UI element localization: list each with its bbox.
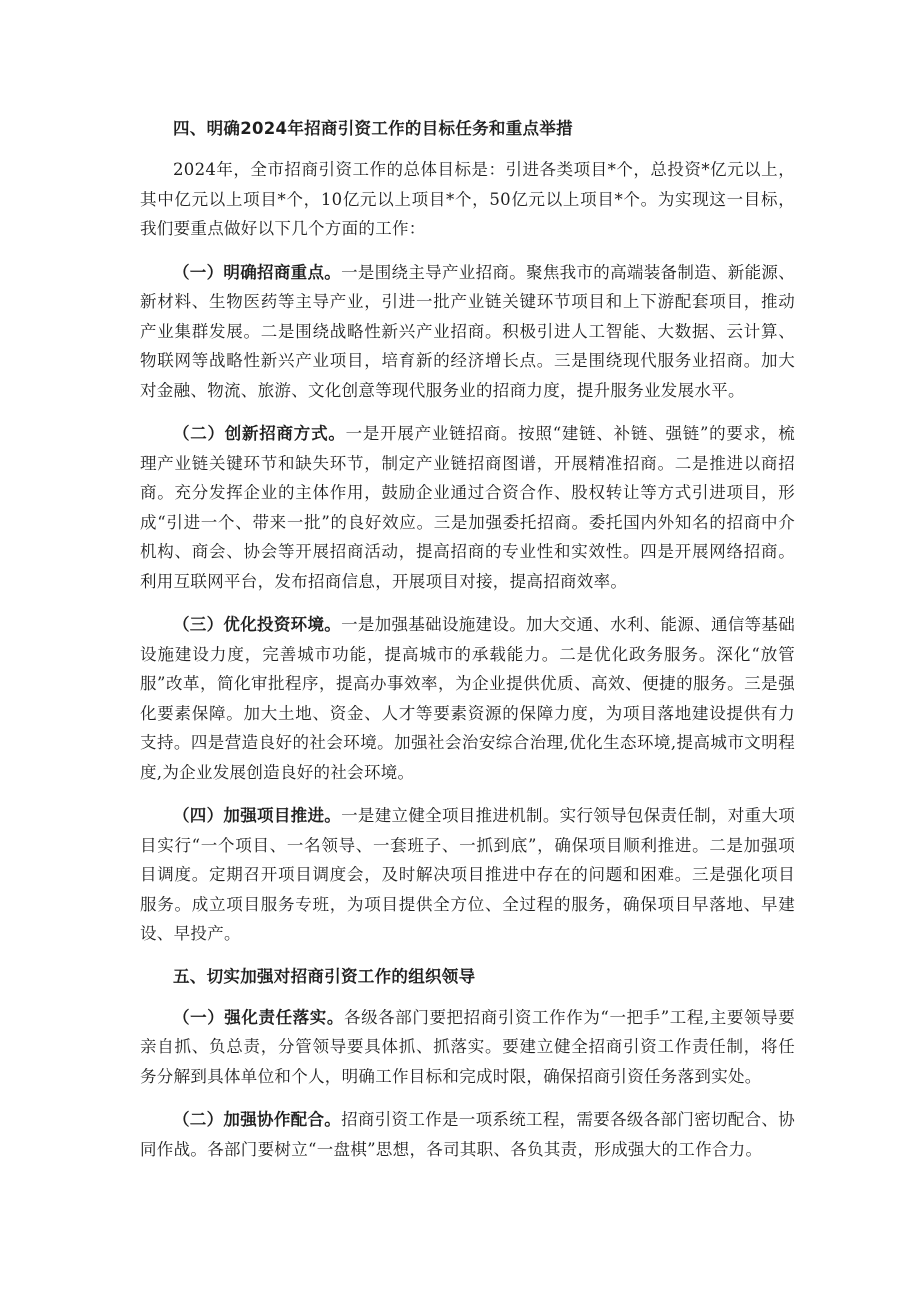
item-body: 一是围绕主导产业招商。聚焦我市的高端装备制造、新能源、新材料、生物医药等主导产业，引进一批产业链关键环节项目和上下游配套项目，推动产业集群发展。二是围绕战略性新兴产业招商。积极引进人工智能、大数据、云计算、物联网等战略性新兴产业项目，培育新的经济增长点。三是围绕现代服务业招商。加大对金融、物流、旅游、文化创意等现代服务业的招商力度，提升服务业发展水平。 [140,262,795,400]
item-body: 一是开展产业链招商。按照“建链、补链、强链”的要求，梳理产业链关键环节和缺失环节，制定产业链招商图谱，开展精准招商。二是推进以商招商。充分发挥企业的主体作用，鼓励企业通过合资合作、股权转让等方式引进项目，形成“引进一个、带来一批”的良好效应。三是加强委托招商。委托国内外知名的招商中介机构、商会、协会等开展招商活动，提高招商的专业性和实效性。四是开展网络招商。利用互联网平台，发布招商信息，开展项目对接，提高招商效率。 [140,424,795,591]
item-lead: （二）创新招商方式。 [173,424,346,443]
section-4-item-4 [140,801,795,949]
item-lead: （三）优化投资环境。 [173,615,342,634]
item-lead: （二）加强协作配合。 [173,1110,342,1129]
section-4-item-1 [140,258,795,406]
item-lead: （四）加强项目推进。 [173,806,342,825]
section-4-item-3 [140,610,795,787]
section-4-intro: 2024年，全市招商引资工作的总体目标是：引进各类项目*个，总投资*亿元以上，其中亿元以上项目*个，10亿元以上项目*个，50亿元以上项目*个。为实现这一目标，我们要重点做好以下几个方面的工作： [140,160,795,238]
item-body: 一是建立健全项目推进机制。实行领导包保责任制，对重大项目实行“一个项目、一名领导、一套班子、一抓到底”，确保项目顺利推进。二是加强项目调度。定期召开项目调度会，及时解决项目推进中存在的问题和困难。三是强化项目服务。成立项目服务专班，为项目提供全方位、全过程的服务，确保项目早落地、早建设、早投产。 [140,806,795,943]
item-body: 各级各部门要把招商引资工作作为“一把手”工程,主要领导要亲自抓、负总责，分管领导要具体抓、抓落实。要建立健全招商引资工作责任制，将任务分解到具体单位和个人，明确工作目标和完成时限，确保招商引资任务落到实处。 [140,1007,795,1086]
section-4-heading: 四、明确2024年招商引资工作的目标任务和重点举措 [173,119,573,138]
section-4-item-2 [140,419,795,596]
section-5-item-2 [140,1105,795,1164]
section-5-heading: 五、切实加强对招商引资工作的组织领导 [173,966,476,986]
section-5-item-1 [140,1003,795,1092]
item-body: 招商引资工作是一项系统工程，需要各级各部门密切配合、协同作战。各部门要树立“一盘棋”思想，各司其职、各负其责，形成强大的工作合力。 [140,1110,795,1159]
item-body: 一是加强基础设施建设。加大交通、水利、能源、通信等基础设施建设力度，完善城市功能，提高城市的承载能力。二是优化政务服务。深化“放管服”改革，简化审批程序，提高办事效率，为企业提供优质、高效、便捷的服务。三是强化要素保障。加大土地、资金、人才等要素资源的保障力度，为项目落地建设提供有力支持。四是营造良好的社会环境。加强社会治安综合治理,优化生态环境,提高城市文明程度,为企业发展创造良好的社会环境。 [140,615,795,782]
item-lead: （一）明确招商重点。 [173,262,342,282]
document-page [140,115,795,1178]
item-lead: （一）强化责任落实。 [173,1007,344,1027]
